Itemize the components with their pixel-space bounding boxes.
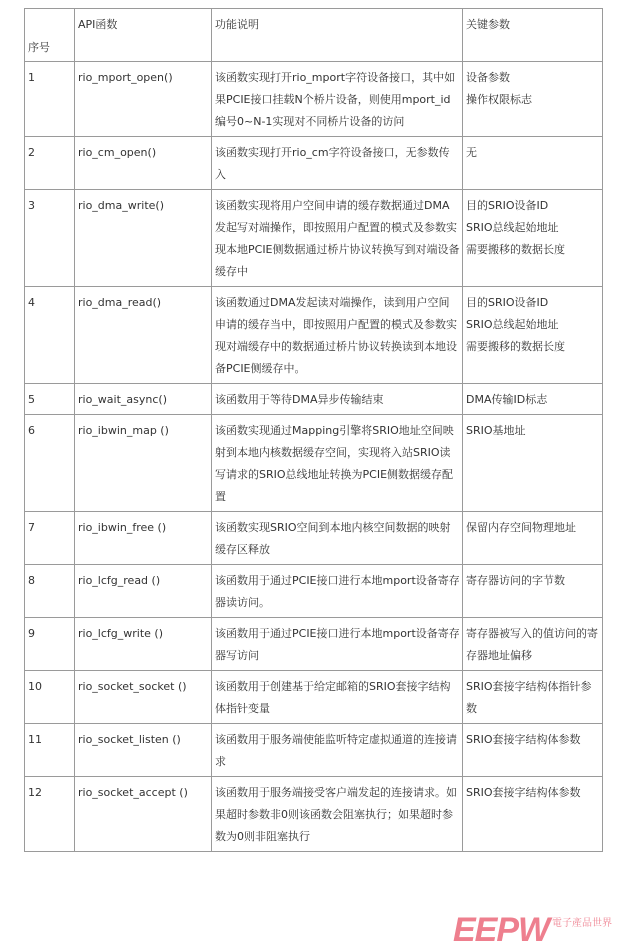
api-function-name: rio_socket_listen () — [75, 724, 212, 777]
api-function-name: rio_lcfg_read () — [75, 565, 212, 618]
key-parameter: 目的SRIO设备ID — [466, 199, 549, 212]
function-description: 该函数实现通过Mapping引擎将SRIO地址空间映射到本地内核数据缓存空间，实现将入站SRIO读写请求的SRIO总线地址转换为PCIE侧数据缓存配置 — [212, 415, 463, 512]
table-row — [25, 618, 603, 671]
row-number: 6 — [25, 415, 75, 512]
key-parameter: 需要搬移的数据长度 — [466, 243, 565, 256]
key-parameter: 需要搬移的数据长度 — [466, 340, 565, 353]
api-function-name: rio_mport_open() — [75, 62, 212, 137]
function-description: 该函数用于等待DMA异步传输结束 — [212, 384, 463, 415]
function-description: 该函数实现SRIO空间到本地内核空间数据的映射缓存区释放 — [212, 512, 463, 565]
row-number: 10 — [25, 671, 75, 724]
table-row — [25, 565, 603, 618]
key-parameter: 寄存器访问的字节数 — [466, 574, 565, 587]
key-parameter: SRIO套接字结构体参数 — [466, 786, 581, 799]
table-row — [25, 287, 603, 384]
function-description: 该函数用于服务端接受客户端发起的连接请求。如果超时参数非0则该函数会阻塞执行；如果超时参数为0则非阻塞执行 — [212, 777, 463, 852]
key-parameters — [463, 565, 603, 618]
key-parameters — [463, 190, 603, 287]
row-number: 4 — [25, 287, 75, 384]
key-parameter: 设备参数 — [466, 71, 510, 84]
api-function-name: rio_socket_socket () — [75, 671, 212, 724]
api-function-name: rio_dma_write() — [75, 190, 212, 287]
key-parameter: SRIO套接字结构体参数 — [466, 733, 581, 746]
table-row — [25, 137, 603, 190]
api-table — [24, 8, 603, 852]
key-parameters — [463, 384, 603, 415]
eepw-logo — [449, 910, 619, 946]
key-parameter: SRIO基地址 — [466, 424, 526, 437]
table-row — [25, 724, 603, 777]
api-function-name: rio_ibwin_map () — [75, 415, 212, 512]
logo-brand-text: EEPW — [453, 911, 550, 946]
key-parameter: SRIO总线起始地址 — [466, 318, 559, 331]
row-number: 9 — [25, 618, 75, 671]
table-row — [25, 384, 603, 415]
api-function-name: rio_wait_async() — [75, 384, 212, 415]
key-parameters — [463, 724, 603, 777]
key-parameters — [463, 137, 603, 190]
function-description: 该函数用于通过PCIE接口进行本地mport设备寄存器读访问。 — [212, 565, 463, 618]
row-number: 3 — [25, 190, 75, 287]
function-description: 该函数实现将用户空间申请的缓存数据通过DMA发起写对端操作，即按照用户配置的模式及参数实现本地PCIE侧数据通过桥片协议转换写到对端设备缓存中 — [212, 190, 463, 287]
logo-tagline-text: 電子產品世界 — [552, 918, 612, 929]
row-number: 11 — [25, 724, 75, 777]
key-parameter: 操作权限标志 — [466, 93, 532, 106]
row-number: 7 — [25, 512, 75, 565]
key-parameter: 寄存器被写入的值访问的寄存器地址偏移 — [466, 627, 598, 662]
api-function-name: rio_cm_open() — [75, 137, 212, 190]
key-parameter: DMA传输ID标志 — [466, 393, 548, 406]
function-description: 该函数通过DMA发起读对端操作，读到用户空间申请的缓存当中，即按照用户配置的模式及参数实现对端缓存中的数据通过桥片协议转换读到本地设备PCIE侧缓存中。 — [212, 287, 463, 384]
header-params: 关键参数 — [463, 9, 603, 62]
key-parameter: 保留内存空间物理地址 — [466, 521, 576, 534]
api-function-name: rio_dma_read() — [75, 287, 212, 384]
key-parameters — [463, 415, 603, 512]
key-parameter: SRIO总线起始地址 — [466, 221, 559, 234]
key-parameters — [463, 62, 603, 137]
api-function-name: rio_ibwin_free () — [75, 512, 212, 565]
row-number: 12 — [25, 777, 75, 852]
table-row — [25, 671, 603, 724]
function-description: 该函数用于服务端使能监听特定虚拟通道的连接请求 — [212, 724, 463, 777]
key-parameter: 目的SRIO设备ID — [466, 296, 549, 309]
key-parameters — [463, 287, 603, 384]
table-row — [25, 777, 603, 852]
row-number: 5 — [25, 384, 75, 415]
header-api: API函数 — [75, 9, 212, 62]
key-parameters — [463, 777, 603, 852]
key-parameters — [463, 671, 603, 724]
key-parameter: SRIO套接字结构体指针参数 — [466, 680, 592, 715]
function-description: 该函数实现打开rio_cm字符设备接口，无参数传入 — [212, 137, 463, 190]
table-header-row — [25, 9, 603, 62]
function-description: 该函数实现打开rio_mport字符设备接口，其中如果PCIE接口挂载N个桥片设备，则使用mport_id编号0~N-1实现对不同桥片设备的访问 — [212, 62, 463, 137]
function-description: 该函数用于通过PCIE接口进行本地mport设备寄存器写访问 — [212, 618, 463, 671]
row-number: 8 — [25, 565, 75, 618]
key-parameter: 无 — [466, 146, 477, 159]
table-row — [25, 512, 603, 565]
key-parameters — [463, 512, 603, 565]
table-row — [25, 62, 603, 137]
api-function-name: rio_lcfg_write () — [75, 618, 212, 671]
header-seq: 序号 — [25, 9, 75, 62]
row-number: 2 — [25, 137, 75, 190]
row-number: 1 — [25, 62, 75, 137]
key-parameters — [463, 618, 603, 671]
table-row — [25, 190, 603, 287]
function-description: 该函数用于创建基于给定邮箱的SRIO套接字结构体指针变量 — [212, 671, 463, 724]
table-row — [25, 415, 603, 512]
api-function-name: rio_socket_accept () — [75, 777, 212, 852]
header-desc: 功能说明 — [212, 9, 463, 62]
